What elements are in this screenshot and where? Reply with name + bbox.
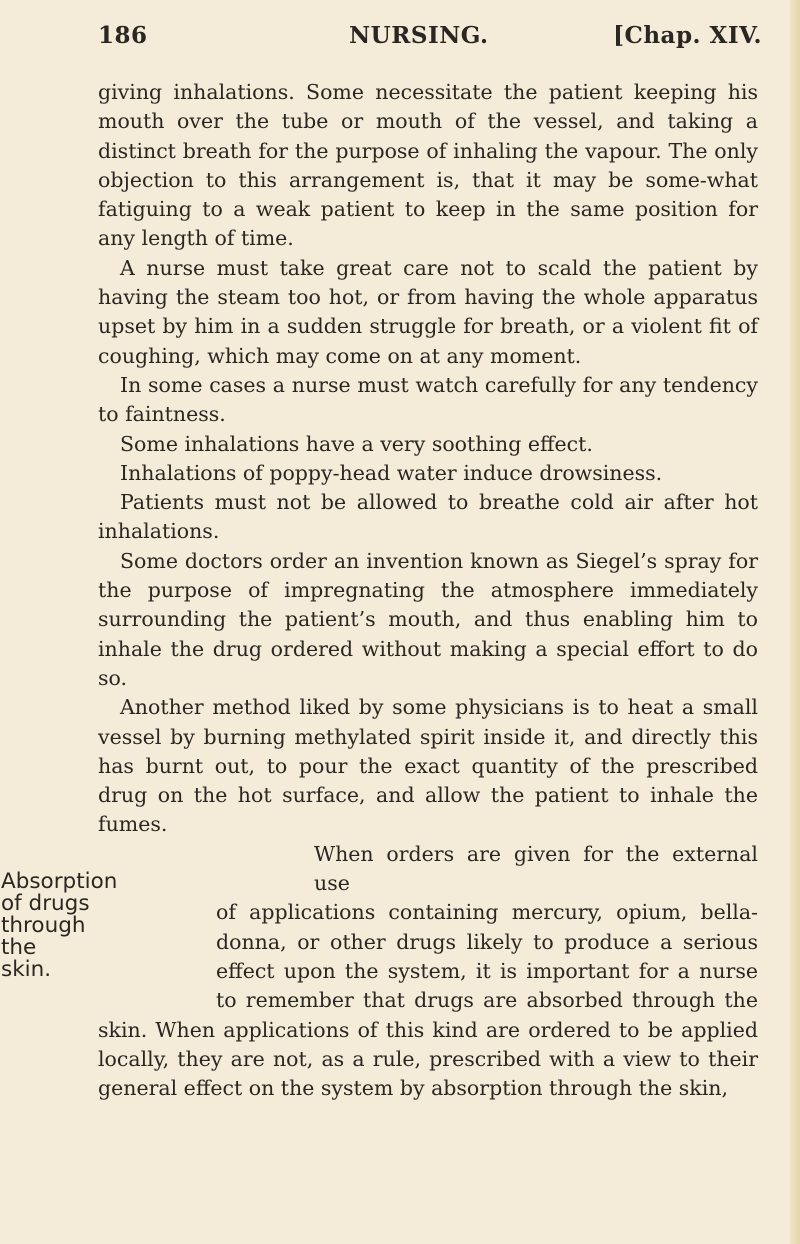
paragraph-line: effect upon the system, it is important for a nurse bbox=[216, 958, 758, 983]
paragraph-lead: When orders are given for the external use bbox=[314, 841, 758, 896]
paragraph-line: to remember that drugs are absorbed through the bbox=[216, 988, 758, 1013]
paragraph-line: of applications containing mercury, opium, bella- bbox=[216, 900, 758, 925]
paragraph: Patients must not be allowed to breathe cold air after hot inhalations. bbox=[98, 490, 758, 544]
sidenote-line: of drugs bbox=[1, 890, 90, 916]
sidenote-line: through bbox=[1, 912, 86, 938]
paragraph: Some doctors order an invention known as Siegel’s spray for the purpose of impregnating the atmosphere immediately surrounding the patient’s mouth, and thus enabling him to inhale the drug ordered without making a special effort to do so. bbox=[98, 548, 758, 690]
paragraph: In some cases a nurse must watch carefully for any tendency to faintness. bbox=[98, 372, 758, 427]
sidenote-line: the skin. bbox=[1, 934, 52, 982]
chapter-label: [Chap. XIV. bbox=[613, 22, 762, 49]
page-body bbox=[1, 78, 758, 1103]
paragraph: Another method liked by some physicians is to heat a small vessel by burning methylated spirit inside it, and directly this has burnt out, to pour the exact quantity of the prescribed drug on the hot surface, and allow the patient to inhale the fumes. bbox=[98, 695, 758, 837]
page-header bbox=[98, 22, 762, 56]
paragraph: Inhalations of poppy-head water induce drowsiness. bbox=[120, 460, 663, 485]
paragraph: giving inhalations. Some necessitate the patient keeping his mouth over the tube or mouth of the vessel, and taking a distinct breath for the purpose of inhaling the vapour. The only objection to this arrangement is, that it may be some-what fatiguing to a weak patient to keep in the same position for any length of time. bbox=[98, 80, 758, 251]
sidenote-line: Absorption bbox=[1, 868, 118, 894]
running-title: NURSING. bbox=[349, 22, 489, 49]
paragraph-line: donna, or other drugs likely to produce a serious bbox=[216, 929, 758, 954]
margin-sidenote bbox=[1, 868, 118, 982]
paragraph: Some inhalations have a very soothing effect. bbox=[120, 431, 593, 456]
paragraph-rest: skin. When applications of this kind are ordered to be applied locally, they are not, as a rule, prescribed with a view to their general effect on the system by absorption through the skin, bbox=[98, 1017, 758, 1101]
page-number: 186 bbox=[98, 22, 148, 49]
last-paragraph bbox=[1, 840, 758, 1104]
paragraph: A nurse must take great care not to scald the patient by having the steam too hot, or from having the whole apparatus upset by him in a sudden struggle for breath, or a violent fit of coughing, which may come on at any moment. bbox=[98, 255, 758, 368]
page-edge bbox=[790, 0, 800, 1244]
